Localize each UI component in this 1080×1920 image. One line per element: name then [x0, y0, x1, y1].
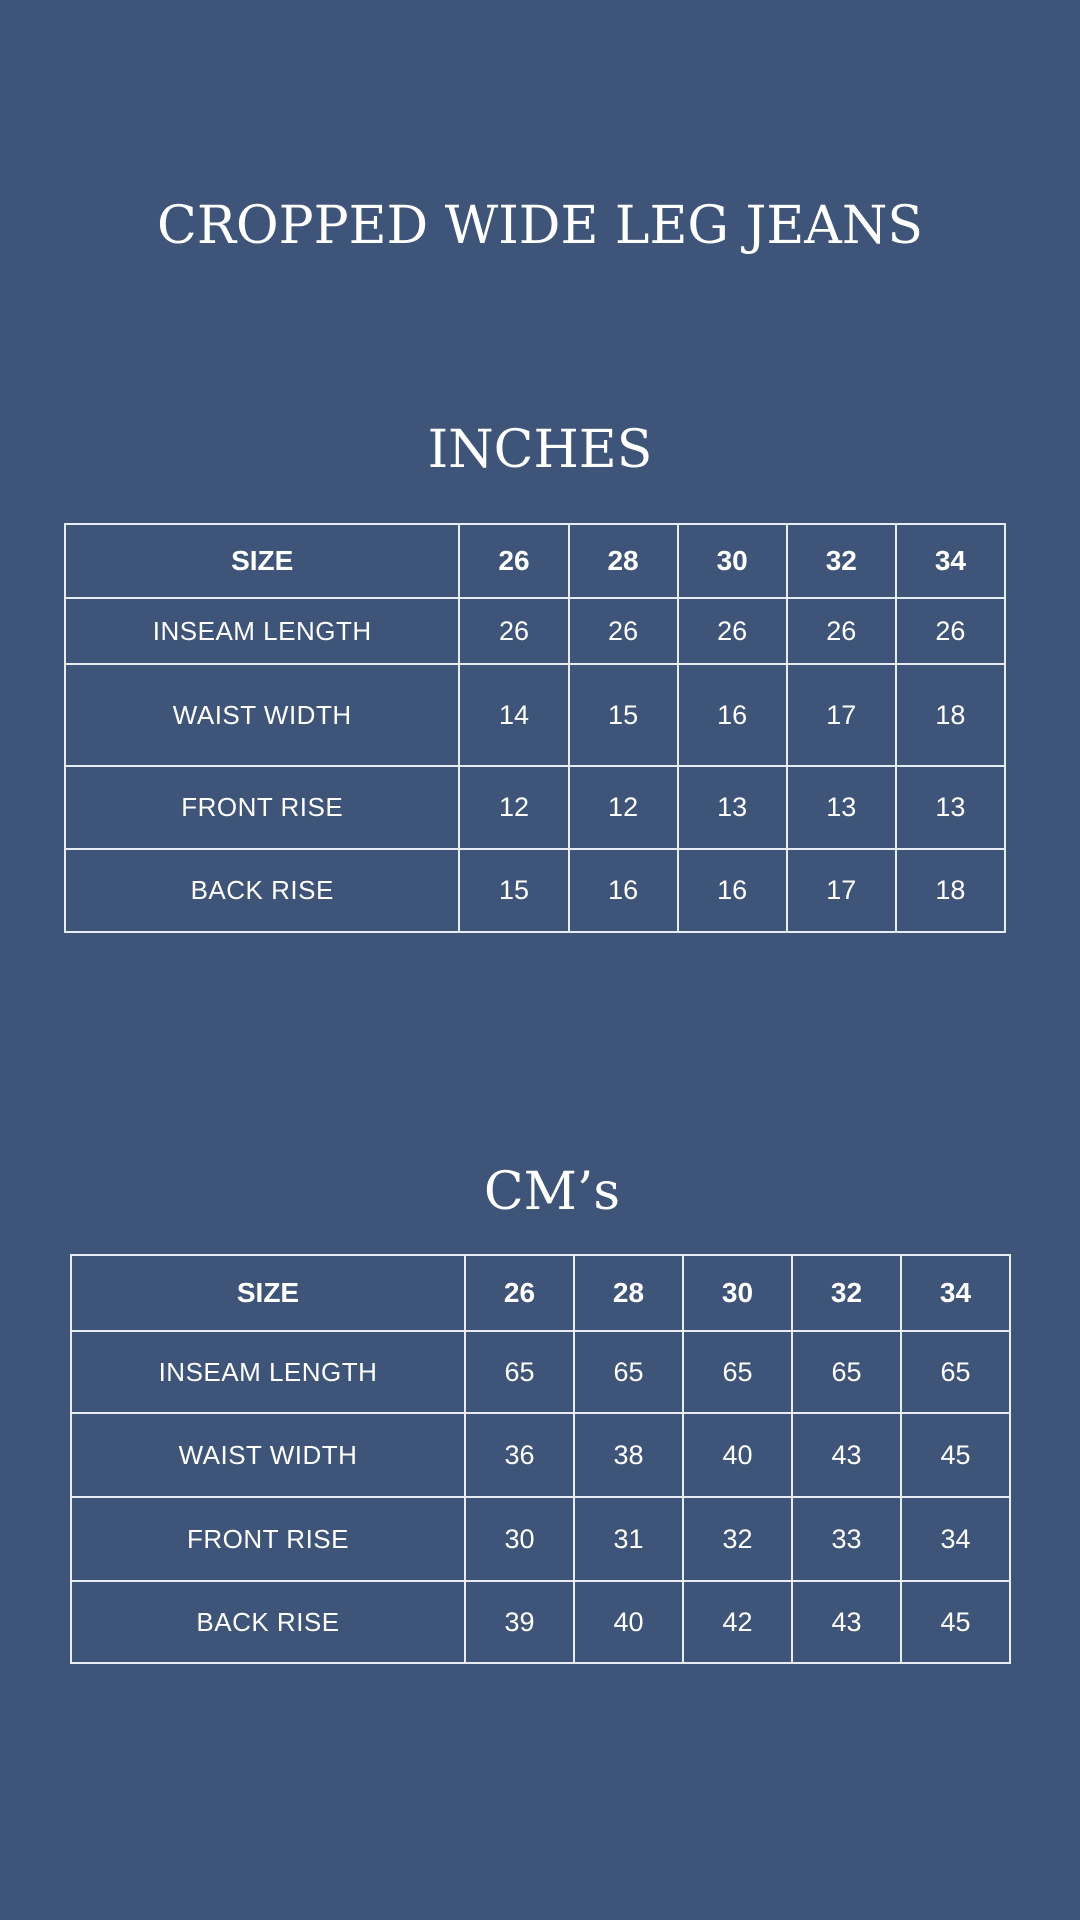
- cell-value: 33: [792, 1497, 901, 1581]
- row-label-inseam-length: INSEAM LENGTH: [71, 1331, 465, 1413]
- cell-value: 43: [792, 1581, 901, 1663]
- header-size-32: 32: [787, 524, 896, 598]
- header-size-34: 34: [896, 524, 1005, 598]
- cell-value: 14: [459, 664, 568, 766]
- cell-value: 16: [569, 849, 678, 932]
- cell-value: 65: [901, 1331, 1010, 1413]
- cell-value: 26: [459, 598, 568, 664]
- cell-value: 26: [787, 598, 896, 664]
- table-row: [71, 1497, 1010, 1581]
- row-label-back-rise: BACK RISE: [71, 1581, 465, 1663]
- table-row: [71, 1581, 1010, 1663]
- cms-heading: CM’s: [483, 1162, 621, 1222]
- header-size-32: 32: [792, 1255, 901, 1331]
- cell-value: 13: [787, 766, 896, 849]
- cell-value: 18: [896, 664, 1005, 766]
- cell-value: 26: [896, 598, 1005, 664]
- table-row: [65, 598, 1005, 664]
- header-size-30: 30: [678, 524, 787, 598]
- inches-size-table: [64, 523, 1006, 933]
- cell-value: 39: [465, 1581, 574, 1663]
- cell-value: 36: [465, 1413, 574, 1497]
- cell-value: 16: [678, 664, 787, 766]
- cell-value: 45: [901, 1413, 1010, 1497]
- cell-value: 30: [465, 1497, 574, 1581]
- cell-value: 15: [459, 849, 568, 932]
- table-row: [65, 664, 1005, 766]
- header-size-26: 26: [465, 1255, 574, 1331]
- table-row: [71, 1331, 1010, 1413]
- cell-value: 17: [787, 664, 896, 766]
- cell-value: 12: [459, 766, 568, 849]
- cell-value: 43: [792, 1413, 901, 1497]
- cell-value: 34: [901, 1497, 1010, 1581]
- header-size-30: 30: [683, 1255, 792, 1331]
- cell-value: 32: [683, 1497, 792, 1581]
- cell-value: 65: [683, 1331, 792, 1413]
- table-row: [65, 766, 1005, 849]
- cell-value: 65: [465, 1331, 574, 1413]
- cell-value: 40: [574, 1581, 683, 1663]
- cell-value: 45: [901, 1581, 1010, 1663]
- row-label-inseam-length: INSEAM LENGTH: [65, 598, 459, 664]
- header-size-28: 28: [574, 1255, 683, 1331]
- row-label-front-rise: FRONT RISE: [71, 1497, 465, 1581]
- row-label-back-rise: BACK RISE: [65, 849, 459, 932]
- cell-value: 42: [683, 1581, 792, 1663]
- table-row: [65, 849, 1005, 932]
- page-title: CROPPED WIDE LEG JEANS: [157, 196, 923, 256]
- cms-size-table: [70, 1254, 1011, 1664]
- cell-value: 40: [683, 1413, 792, 1497]
- cell-value: 65: [574, 1331, 683, 1413]
- row-label-waist-width: WAIST WIDTH: [65, 664, 459, 766]
- cell-value: 13: [678, 766, 787, 849]
- header-size-34: 34: [901, 1255, 1010, 1331]
- header-size-label: SIZE: [71, 1255, 465, 1331]
- cell-value: 15: [569, 664, 678, 766]
- table-header-row: [71, 1255, 1010, 1331]
- table-row: [71, 1413, 1010, 1497]
- header-size-label: SIZE: [65, 524, 459, 598]
- cell-value: 18: [896, 849, 1005, 932]
- cell-value: 38: [574, 1413, 683, 1497]
- cell-value: 31: [574, 1497, 683, 1581]
- cell-value: 26: [569, 598, 678, 664]
- cell-value: 26: [678, 598, 787, 664]
- row-label-waist-width: WAIST WIDTH: [71, 1413, 465, 1497]
- header-size-26: 26: [459, 524, 568, 598]
- cell-value: 16: [678, 849, 787, 932]
- row-label-front-rise: FRONT RISE: [65, 766, 459, 849]
- table-header-row: [65, 524, 1005, 598]
- cell-value: 65: [792, 1331, 901, 1413]
- inches-heading: INCHES: [427, 420, 653, 480]
- cell-value: 13: [896, 766, 1005, 849]
- header-size-28: 28: [569, 524, 678, 598]
- cell-value: 17: [787, 849, 896, 932]
- cell-value: 12: [569, 766, 678, 849]
